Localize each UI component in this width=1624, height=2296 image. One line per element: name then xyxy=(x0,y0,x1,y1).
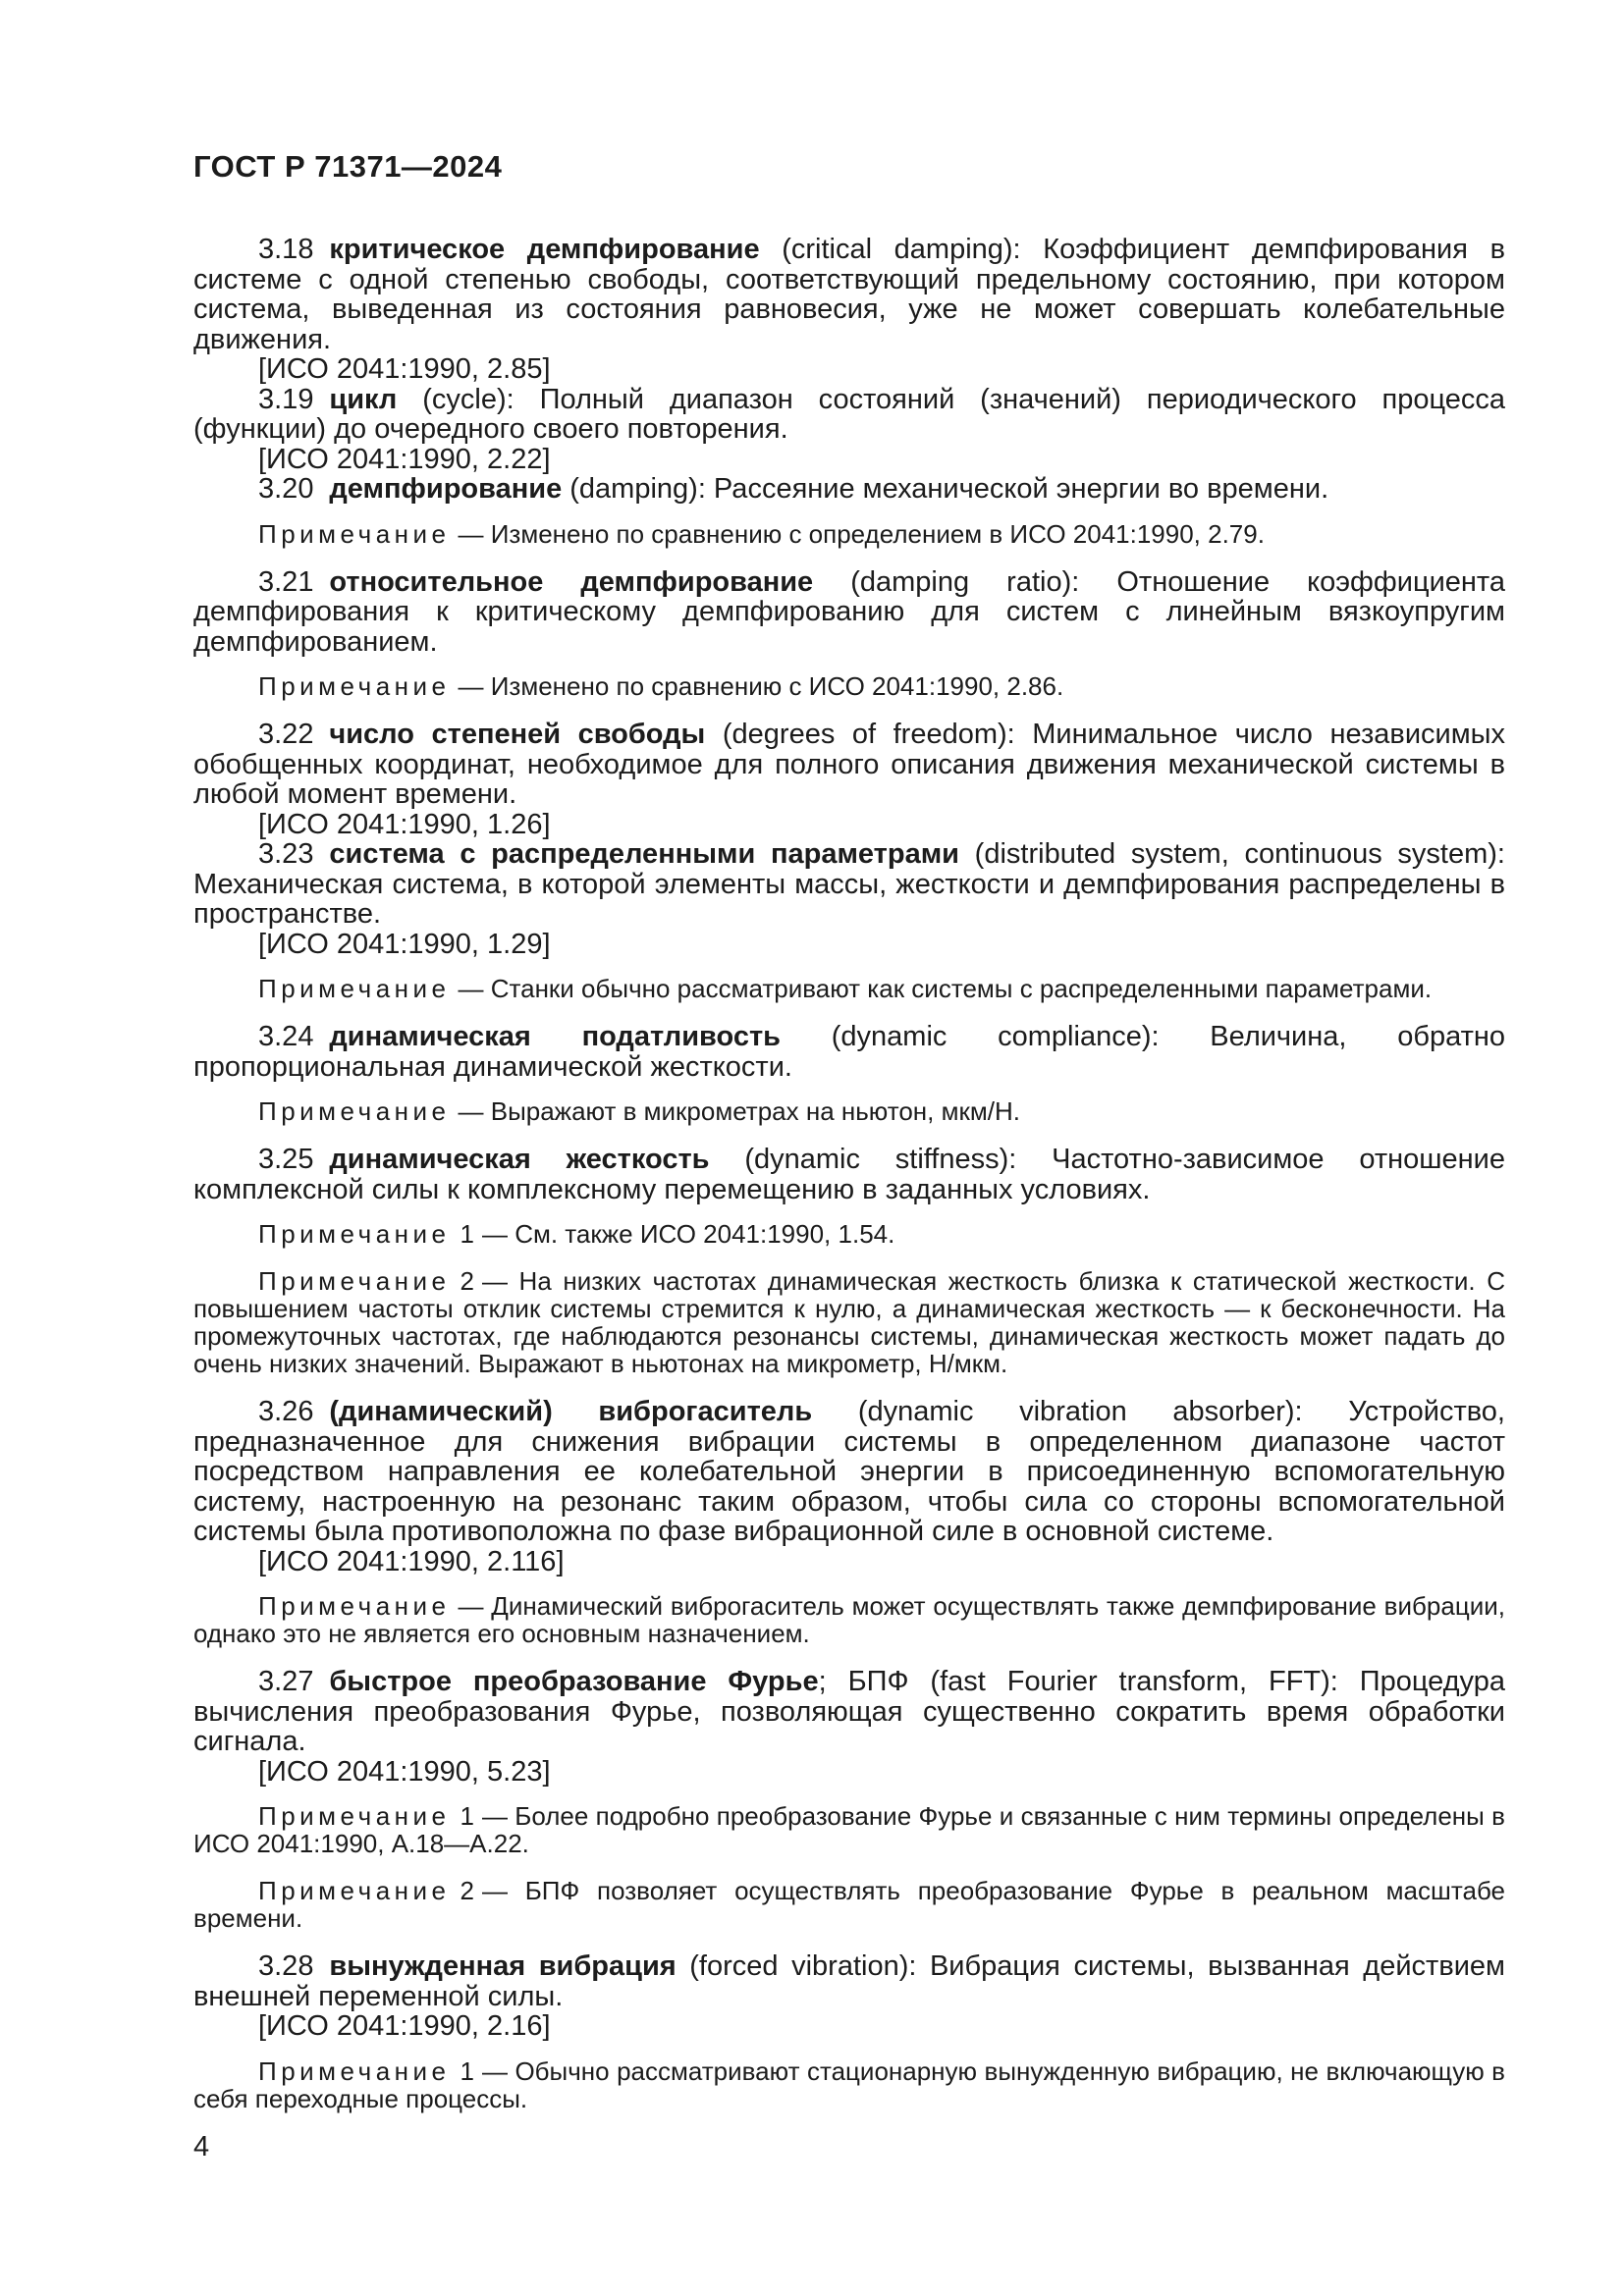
note-number: 1 xyxy=(460,1219,474,1249)
source-text: [ИСО 2041:1990, 5.23] xyxy=(258,1755,551,1788)
term-number: 3.25 xyxy=(258,1144,314,1175)
doc-header: ГОСТ Р 71371—2024 xyxy=(193,149,503,184)
term-number: 3.21 xyxy=(258,565,314,598)
term-name: демпфирование xyxy=(329,473,563,505)
iso-source-reference xyxy=(193,1757,1505,1788)
term-name: (динамический) виброгаситель xyxy=(329,1396,813,1427)
term-definition-3.24 xyxy=(193,1022,1505,1082)
term-number: 3.22 xyxy=(258,719,314,750)
note-label: Примечание xyxy=(258,1219,451,1249)
term-definition-3.28 xyxy=(193,1951,1505,2011)
note-text: — Выражают в микрометрах на ньютон, мкм/Н. xyxy=(458,1096,1020,1126)
iso-source-reference xyxy=(193,445,1505,475)
source-text: [ИСО 2041:1990, 2.116] xyxy=(258,1545,565,1577)
term-definition-3.27 xyxy=(193,1667,1505,1757)
term-body: (distributed system, continuous system): Механическая система, в которой элементы массы, жесткости и демпфирования распределены в пространстве. xyxy=(193,838,1505,930)
note-text: — Изменено по сравнению с определением в ИСО 2041:1990, 2.79. xyxy=(458,518,1265,549)
note-text: — См. также ИСО 2041:1990, 1.54. xyxy=(481,1219,895,1249)
iso-source-reference xyxy=(193,1547,1505,1577)
term-name: относительное демпфирование xyxy=(329,565,814,598)
note-label: Примечание xyxy=(258,1801,451,1831)
note-number: 1 xyxy=(460,1801,474,1831)
term-number: 3.19 xyxy=(258,383,314,415)
note-label: Примечание xyxy=(258,1591,451,1621)
note-label: Примечание xyxy=(258,1266,451,1296)
term-body: (dynamic vibration absorber): Устройство, предназначенное для снижения вибрации системы в определенном диапазоне частот посредством направления ее колебательной энергии в присоединенную вспомогательную систему, настроенную на резонанс таким образом, чтобы сила со стороны вспомогательной системы была противоположна по фазе вибрационной силе в основной системе. xyxy=(193,1396,1505,1547)
term-body: (damping ratio): Отношение коэффициента демпфирования к критическому демпфированию для систем с линейным вязкоупругим демпфированием. xyxy=(193,565,1506,658)
term-definition-3.19 xyxy=(193,385,1505,445)
source-text: [ИСО 2041:1990, 2.85] xyxy=(258,353,551,385)
note xyxy=(193,1877,1505,1932)
term-name: цикл xyxy=(329,383,398,415)
term-number: 3.24 xyxy=(258,1021,314,1052)
iso-source-reference xyxy=(193,810,1505,840)
term-number: 3.20 xyxy=(258,473,314,505)
note-label: Примечание xyxy=(258,671,451,701)
term-definition-3.21 xyxy=(193,567,1505,658)
note-text: — На низких частотах динамическая жесткость близка к статической жесткости. С повышением частоты отклик системы стремится к нулю, а динамическая жесткость — к бесконечности. На промежуточных частотах, где наблюдаются резонансы системы, динамическая жесткость может падать до очень низких значений. Выражают в ньютонах на микрометр, Н/мкм. xyxy=(193,1266,1505,1378)
term-definition-3.25 xyxy=(193,1145,1505,1204)
term-definition-3.26 xyxy=(193,1397,1505,1547)
iso-source-reference xyxy=(193,930,1505,960)
term-name: быстрое преобразование Фурье xyxy=(329,1666,819,1697)
term-definition-3.18 xyxy=(193,235,1505,354)
note-label: Примечание xyxy=(258,2056,451,2086)
term-definition-3.23 xyxy=(193,839,1505,930)
iso-source-reference xyxy=(193,354,1505,385)
term-name: вынужденная вибрация xyxy=(329,1950,677,1982)
term-name: динамическая податливость xyxy=(329,1021,781,1052)
page-content xyxy=(193,149,1505,2162)
note xyxy=(193,975,1505,1002)
term-number: 3.23 xyxy=(258,838,314,870)
term-body: (dynamic compliance): Величина, обратно пропорциональная динамической жесткости. xyxy=(193,1021,1505,1083)
note-label: Примечание xyxy=(258,1096,451,1126)
term-body: ; БПФ (fast Fourier transform, FFT): Процедура вычисления преобразования Фурье, позволяющая существенно сократить время обработки сигнала. xyxy=(193,1666,1505,1757)
note-number: 2 xyxy=(460,1266,474,1296)
term-name: динамическая жесткость xyxy=(329,1144,710,1175)
term-name: критическое демпфирование xyxy=(329,234,760,265)
iso-source-reference xyxy=(193,2011,1505,2042)
note xyxy=(193,1097,1505,1125)
term-number: 3.28 xyxy=(258,1950,314,1982)
note xyxy=(193,1267,1505,1377)
term-definition-3.20 xyxy=(193,474,1505,505)
term-body: (dynamic stiffness): Частотно-зависимое отношение комплексной силы к комплексному перемещению в заданных условиях. xyxy=(193,1144,1506,1205)
note-number: 1 xyxy=(460,2056,474,2086)
note xyxy=(193,1802,1505,1857)
note-text: — Обычно рассматривают стационарную вынужденную вибрацию, не включающую в себя переходные процессы. xyxy=(193,2056,1505,2113)
term-name: система с распределенными параметрами xyxy=(329,838,959,870)
page-number: 4 xyxy=(193,2130,210,2163)
note-label: Примечание xyxy=(258,1876,451,1905)
term-body: (critical damping): Коэффициент демпфирования в системе с одной степенью свободы, соответствующий предельному состоянию, при котором система, выведенная из состояния равновесия, уже не может совершать колебательные движения. xyxy=(193,234,1505,355)
note xyxy=(193,2057,1505,2112)
term-number: 3.26 xyxy=(258,1396,314,1427)
note xyxy=(193,1592,1505,1647)
term-body: (degrees of freedom): Минимальное число независимых обобщенных координат, необходимое для полного описания движения механической системы в любой момент времени. xyxy=(193,719,1505,810)
note xyxy=(193,520,1505,548)
note-label: Примечание xyxy=(258,518,451,549)
term-name: число степеней свободы xyxy=(329,719,706,750)
note-text: — БПФ позволяет осуществлять преобразование Фурье в реальном масштабе времени. xyxy=(193,1876,1505,1933)
term-definition-3.22 xyxy=(193,720,1505,810)
note-number: 2 xyxy=(460,1876,474,1905)
source-text: [ИСО 2041:1990, 1.26] xyxy=(258,808,551,840)
term-body: (cycle): Полный диапазон состояний (значений) периодического процесса (функции) до очередного своего повторения. xyxy=(193,383,1505,445)
term-number: 3.18 xyxy=(258,234,314,265)
note-text: — Более подробно преобразование Фурье и связанные с ним термины определены в ИСО 2041:1990, А.18—А.22. xyxy=(193,1801,1505,1858)
note xyxy=(193,1220,1505,1248)
source-text: [ИСО 2041:1990, 1.29] xyxy=(258,928,551,960)
source-text: [ИСО 2041:1990, 2.16] xyxy=(258,2010,551,2042)
note xyxy=(193,672,1505,700)
note-text: — Изменено по сравнению с ИСО 2041:1990, 2.86. xyxy=(458,671,1064,701)
term-number: 3.27 xyxy=(258,1666,314,1697)
note-text: — Динамический виброгаситель может осуществлять также демпфирование вибрации, однако это не является его основным назначением. xyxy=(193,1591,1505,1648)
source-text: [ИСО 2041:1990, 2.22] xyxy=(258,443,551,475)
note-text: — Станки обычно рассматривают как системы с распределенными параметрами. xyxy=(458,974,1433,1003)
term-body: (forced vibration): Вибрация системы, вызванная действием внешней переменной силы. xyxy=(193,1950,1505,2012)
term-body: (damping): Рассеяние механической энергии во времени. xyxy=(562,473,1329,505)
note-label: Примечание xyxy=(258,974,451,1003)
